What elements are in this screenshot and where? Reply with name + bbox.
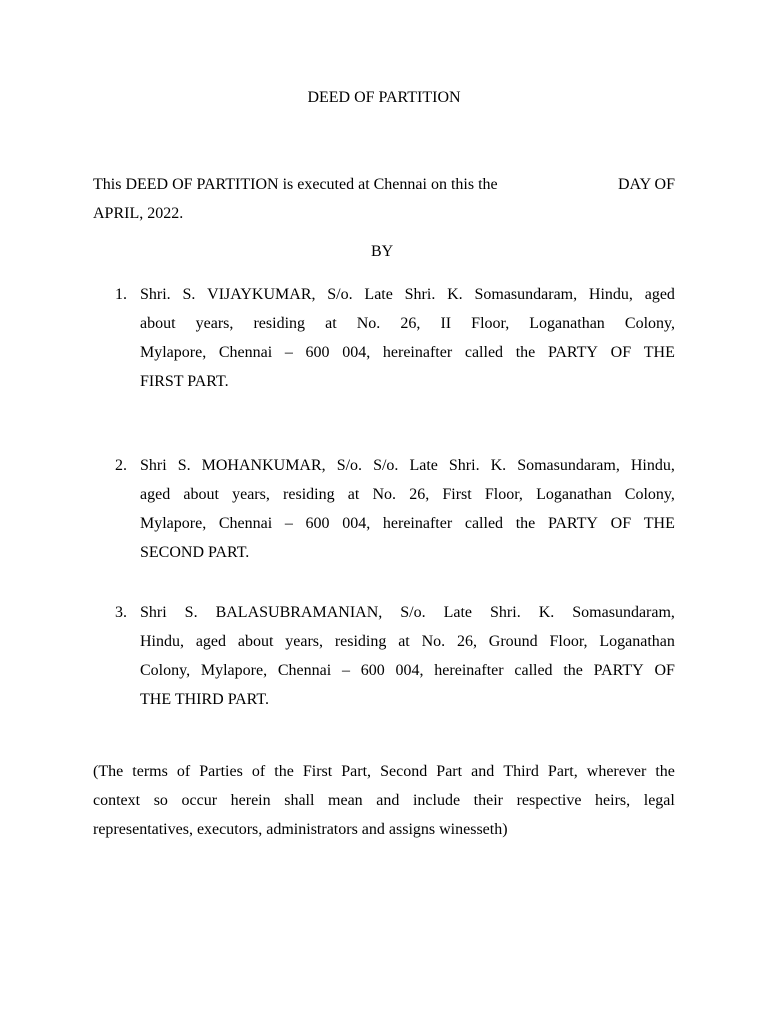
word: hereinafter <box>382 515 453 532</box>
word: Colony, <box>624 486 675 503</box>
text-line <box>140 598 675 627</box>
word: include <box>412 792 461 809</box>
word: S/o. <box>327 286 353 303</box>
word: Shri. <box>140 286 171 303</box>
word: – <box>284 515 293 532</box>
party-text <box>140 280 675 396</box>
word: representatives, executors, administrators and assigns winesseth) <box>93 821 508 838</box>
word: shall <box>284 792 315 809</box>
word: Second <box>380 763 428 780</box>
word: respective <box>516 792 582 809</box>
word: No. <box>356 315 381 332</box>
word: Late <box>443 604 473 621</box>
word: Colony, <box>140 662 191 679</box>
word: Hindu, <box>630 457 675 474</box>
word: PARTY <box>593 662 644 679</box>
word: 004, <box>342 344 371 361</box>
word: Shri. <box>404 286 436 303</box>
word: OF <box>610 344 632 361</box>
word: II <box>440 315 452 332</box>
word: heirs, <box>595 792 631 809</box>
word: Mylapore, <box>140 344 207 361</box>
intro-line-1 <box>93 170 675 199</box>
word: the <box>655 763 675 780</box>
party-number: 2. <box>115 457 127 474</box>
word: Floor, <box>549 633 588 650</box>
intro-line-2 <box>93 199 675 228</box>
word: 004, <box>342 515 371 532</box>
word: No. <box>421 633 446 650</box>
word: PARTY <box>547 515 598 532</box>
word: residing <box>334 633 387 650</box>
word: THE <box>643 344 675 361</box>
word: No. <box>372 486 397 503</box>
word: (The <box>93 763 124 780</box>
word: aged <box>195 633 227 650</box>
word: BALASUBRAMANIAN, <box>215 604 383 621</box>
word: Chennai <box>218 344 273 361</box>
word: OF <box>654 662 675 679</box>
word: Shri. <box>490 604 521 621</box>
word: about <box>237 633 274 650</box>
word: and <box>376 792 400 809</box>
word: 600 <box>360 662 385 679</box>
party-text <box>140 451 675 567</box>
word: First <box>442 486 472 503</box>
word: Hindu, <box>588 286 633 303</box>
word: the <box>515 515 536 532</box>
word: and <box>471 763 495 780</box>
word: Chennai <box>218 515 273 532</box>
word: OF <box>610 515 632 532</box>
word: about <box>183 486 219 503</box>
word: residing <box>283 486 335 503</box>
text-line <box>140 309 675 338</box>
word: K. <box>538 604 555 621</box>
word: called <box>464 344 504 361</box>
text-line <box>140 685 675 714</box>
word: Colony, <box>624 315 675 332</box>
text-line <box>140 451 675 480</box>
word: 600 <box>305 344 330 361</box>
word: Late <box>364 286 393 303</box>
word: S/o. <box>373 457 399 474</box>
word: years, <box>285 633 323 650</box>
word: Somasundaram, <box>517 457 620 474</box>
text-line <box>93 815 675 844</box>
word: 26, <box>400 315 421 332</box>
word: about <box>140 315 176 332</box>
word: so <box>153 792 168 809</box>
word: their <box>473 792 503 809</box>
word: Late <box>409 457 438 474</box>
text-line <box>140 509 675 538</box>
party-text <box>140 598 675 714</box>
text-line <box>140 480 675 509</box>
word: of <box>176 763 191 780</box>
word: Floor, <box>471 315 510 332</box>
word: called <box>514 662 553 679</box>
word: SECOND PART. <box>140 544 250 561</box>
word: Shri. <box>448 457 480 474</box>
word: called <box>464 515 504 532</box>
word: THE <box>643 515 675 532</box>
word: Part <box>436 763 463 780</box>
word: hereinafter <box>382 344 453 361</box>
party-number: 3. <box>115 604 127 621</box>
word: at <box>347 486 360 503</box>
word: S/o. <box>400 604 426 621</box>
intro-paragraph <box>93 170 675 228</box>
word: aged <box>644 286 675 303</box>
word: years, <box>232 486 270 503</box>
word: K. <box>490 457 507 474</box>
word: 26, <box>409 486 430 503</box>
word: Floor, <box>484 486 523 503</box>
word: 600 <box>305 515 330 532</box>
word: Mylapore, <box>200 662 268 679</box>
word: herein <box>230 792 271 809</box>
word: Mylapore, <box>140 515 207 532</box>
word: S. <box>182 286 196 303</box>
word: Part, <box>341 763 372 780</box>
word: 26, <box>456 633 477 650</box>
word: Hindu, <box>140 633 184 650</box>
word: wherever <box>586 763 647 780</box>
word: at <box>325 315 337 332</box>
word: 004, <box>395 662 424 679</box>
intro-day-of: DAY OF <box>617 176 675 193</box>
word: Loganathan <box>599 633 675 650</box>
word: residing <box>253 315 306 332</box>
text-line <box>140 280 675 309</box>
word: Ground <box>488 633 538 650</box>
word: THE THIRD PART. <box>140 691 269 708</box>
word: Loganathan <box>536 486 612 503</box>
word: FIRST PART. <box>140 373 229 390</box>
word: VIJAYKUMAR, <box>207 286 316 303</box>
text-line <box>140 656 675 685</box>
word: mean <box>328 792 363 809</box>
word: Loganathan <box>529 315 605 332</box>
word: – <box>284 344 293 361</box>
word: occur <box>181 792 218 809</box>
document-title: DEED OF PARTITION <box>307 89 461 106</box>
word: legal <box>643 792 675 809</box>
word: S/o. <box>336 457 363 474</box>
word: Somasundaram, <box>572 604 675 621</box>
word: MOHANKUMAR, <box>201 457 326 474</box>
word: at <box>398 633 410 650</box>
terms-note-paragraph <box>93 757 675 844</box>
text-line <box>93 757 675 786</box>
word: aged <box>140 486 171 503</box>
word: Parties <box>199 763 243 780</box>
text-line <box>140 338 675 367</box>
word: hereinafter <box>434 662 504 679</box>
word: Part, <box>547 763 578 780</box>
word: Somasundaram, <box>474 286 578 303</box>
intro-text: This DEED OF PARTITION is executed at Chennai on this the <box>93 176 498 193</box>
word: of <box>251 763 266 780</box>
word: the <box>515 344 536 361</box>
word: Shri <box>140 457 167 474</box>
intro-date: APRIL, 2022. <box>93 205 184 222</box>
text-line <box>140 627 675 656</box>
word: the <box>563 662 583 679</box>
word: K. <box>447 286 463 303</box>
word: Third <box>503 763 539 780</box>
word: the <box>274 763 294 780</box>
word: – <box>341 662 350 679</box>
word: context <box>93 792 141 809</box>
word: Shri <box>140 604 167 621</box>
text-line <box>93 786 675 815</box>
by-heading: BY <box>371 243 394 260</box>
text-line <box>140 538 675 567</box>
word: PARTY <box>547 344 598 361</box>
word: terms <box>132 763 168 780</box>
word: Chennai <box>277 662 332 679</box>
text-line <box>140 367 675 396</box>
word: S. <box>184 604 198 621</box>
word: First <box>302 763 333 780</box>
word: S. <box>177 457 191 474</box>
party-number: 1. <box>115 286 127 303</box>
word: years, <box>195 315 234 332</box>
